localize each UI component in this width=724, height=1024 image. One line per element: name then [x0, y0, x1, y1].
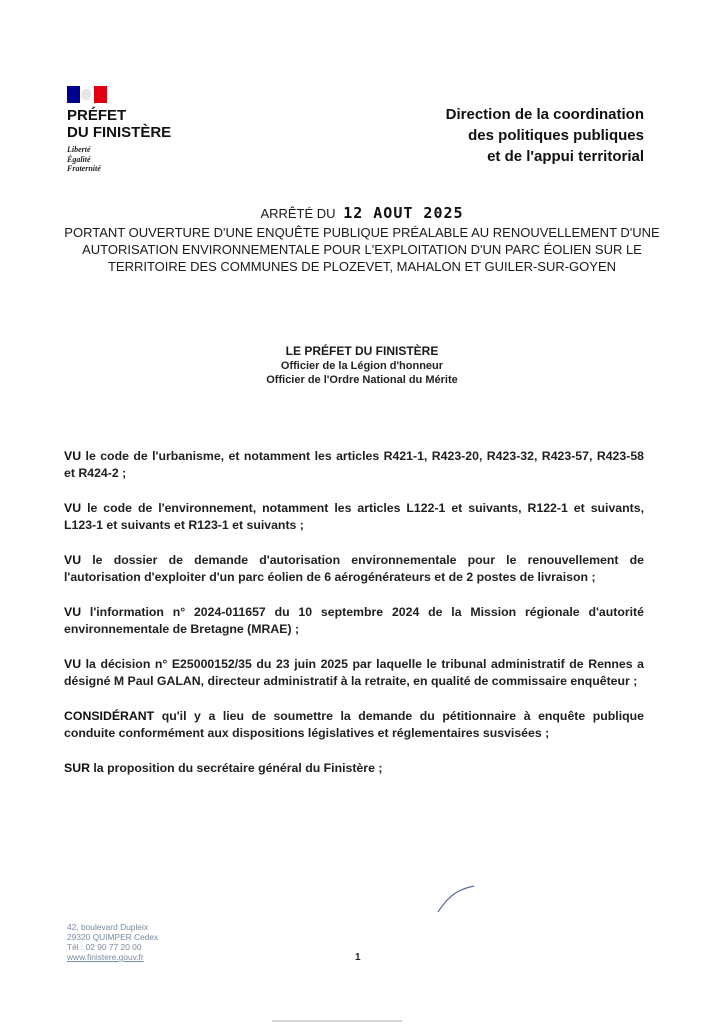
- authority-title-2: Officier de l'Ordre National du Mérite: [266, 374, 458, 386]
- footer-phone: Tél : 02 90 77 20 00: [67, 942, 142, 952]
- recital-text: la proposition du secrétaire général du Finistère ;: [93, 761, 383, 775]
- arrete-heading: [0, 204, 724, 222]
- issuing-direction: [364, 104, 644, 167]
- recital-text: l'information n° 2024-011657 du 10 septembre 2024 de la Mission régionale d'autorité environnementale de Bretagne (MRAE) ;: [64, 605, 644, 636]
- footer-city: 29320 QUIMPER Cedex: [67, 932, 159, 942]
- recital-paragraph: [64, 656, 644, 690]
- recital-paragraph: [64, 760, 644, 777]
- marianne-flag-icon: [67, 86, 107, 103]
- recital-text: le dossier de demande d'autorisation environnementale pour le renouvellement de l'autorisation d'exploiter d'un parc éolien de 6 aérogénérateurs et de 2 postes de livraison ;: [64, 553, 644, 584]
- prefet-title-line1: PRÉFET: [67, 107, 127, 124]
- recital-keyword: SUR: [64, 761, 90, 775]
- footer-website-link[interactable]: www.finistere.gouv.fr: [67, 952, 144, 962]
- footer-address: [67, 922, 197, 962]
- recital-keyword: CONSIDÉRANT: [64, 709, 155, 723]
- direction-line1: Direction de la coordination: [445, 106, 644, 123]
- recital-paragraph: [64, 552, 644, 586]
- arrete-prefix: ARRÊTÉ DU: [260, 206, 336, 221]
- scan-edge-mark: [272, 1020, 402, 1022]
- page-number: 1: [355, 952, 361, 963]
- authority-name: LE PRÉFET DU FINISTÈRE: [285, 344, 439, 358]
- recital-text: la décision n° E25000152/35 du 23 juin 2025 par laquelle le tribunal administratif de Rennes a désigné M Paul GALAN, directeur administratif à la retraite, en qualité de commissaire enquêteur ;: [64, 657, 644, 688]
- recital-paragraph: [64, 604, 644, 638]
- authority-block: [0, 344, 724, 387]
- signature-stroke-icon: [436, 884, 476, 914]
- prefet-title-line2: DU FINISTÈRE: [67, 124, 172, 141]
- direction-line3: et de l'appui territorial: [487, 148, 644, 165]
- recital-paragraph: [64, 708, 644, 742]
- recital-keyword: VU: [64, 657, 82, 671]
- recital-text: le code de l'environnement, notamment les articles L122-1 et suivants, R122-1 et suivants, L123-1 et suivants et R123-1 et suivants ;: [64, 501, 644, 532]
- recital-keyword: VU: [64, 501, 82, 515]
- recital-keyword: VU: [64, 553, 82, 567]
- arrete-title: PORTANT OUVERTURE D'UNE ENQUÊTE PUBLIQUE PRÉALABLE AU RENOUVELLEMENT D'UNE AUTORISATION ENVIRONNEMENTALE POUR L'EXPLOITATION D'UN PARC ÉOLIEN SUR LE TERRITOIRE DES COMMUNES DE PLOZEVET, MAHALON ET GUILER-SUR-GOYEN: [64, 225, 660, 274]
- republic-motto: [67, 145, 217, 174]
- recital-paragraph: [64, 448, 644, 482]
- motto-fraternite: Fraternité: [67, 164, 101, 173]
- recital-paragraph: [64, 500, 644, 534]
- recital-keyword: VU: [64, 605, 82, 619]
- footer-street: 42, boulevard Dupleix: [67, 922, 149, 932]
- motto-egalite: Égalité: [67, 154, 91, 164]
- direction-line2: des politiques publiques: [468, 127, 644, 144]
- recital-keyword: VU: [64, 449, 82, 463]
- recital-text: qu'il y a lieu de soumettre la demande du pétitionnaire à enquête publique conduite conformément aux dispositions législatives et réglementaires susvisées ;: [64, 709, 644, 740]
- authority-title-1: Officier de la Légion d'honneur: [280, 360, 444, 372]
- motto-liberte: Liberté: [67, 145, 91, 154]
- recital-text: le code de l'urbanisme, et notamment les articles R421-1, R423-20, R423-32, R423-57, R423-58 et R424-2 ;: [64, 449, 644, 480]
- date-stamp: 12 AOUT 2025: [343, 204, 464, 222]
- prefecture-logo: [67, 86, 217, 174]
- recitals: [64, 448, 644, 795]
